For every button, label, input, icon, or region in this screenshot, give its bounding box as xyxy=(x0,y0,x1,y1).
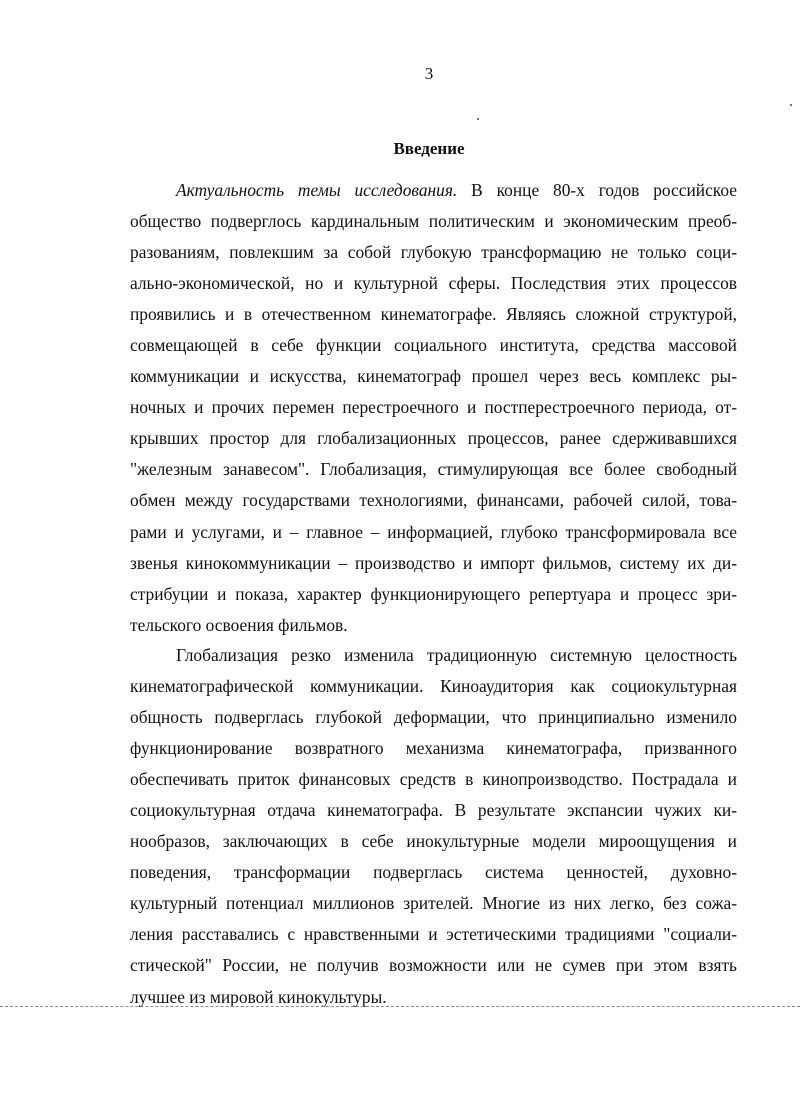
text-line: лучшее из мировой кинокультуры. xyxy=(130,986,387,1007)
text-line: ально-экономической, но и культурной сферы. Последствия этих процессов xyxy=(130,273,737,294)
text-line: социокультурная отдача кинематографа. В результате экспансии чужих ки- xyxy=(130,800,737,821)
scan-speck xyxy=(790,104,792,106)
text-line: стической" России, не получив возможности или не сумев при этом взять xyxy=(130,955,737,976)
scan-speck xyxy=(477,118,479,120)
paragraph-1 xyxy=(130,175,737,641)
text-line: функционирование возвратного механизма кинематографа, призванного xyxy=(130,738,737,759)
text-line: проявились и в отечественном кинематографе. Являясь сложной структурой, xyxy=(130,304,737,325)
text-line: совмещающей в себе функции социального института, средства массовой xyxy=(130,335,737,356)
text-line-rest: В конце 80-х годов российское xyxy=(457,180,737,200)
text-line: "железным занавесом". Глобализация, стимулирующая все более свободный xyxy=(130,459,737,480)
text-line: ночных и прочих перемен перестроечного и постперестроечного периода, от- xyxy=(130,397,737,418)
italic-lead: Актуальность темы исследования. xyxy=(176,180,458,200)
text-line: крывших простор для глобализационных процессов, ранее сдерживавшихся xyxy=(130,428,737,449)
text-line: нообразов, заключающих в себе инокультурные модели мироощущения и xyxy=(130,831,737,852)
text-line: стрибуции и показа, характер функционирующего репертуара и процесс зри- xyxy=(130,583,737,604)
text-line: обеспечивать приток финансовых средств в кинопроизводство. Пострадала и xyxy=(130,769,737,790)
text-line: тельского освоения фильмов. xyxy=(130,614,348,635)
text-line: ления расставались с нравственными и эстетическими традициями "социали- xyxy=(130,924,737,945)
text-line: Глобализация резко изменила традиционную системную целостность xyxy=(176,645,737,665)
text-line: поведения, трансформации подверглась система ценностей, духовно- xyxy=(130,862,737,883)
page-number: 3 xyxy=(424,64,434,83)
scan-dashed-rule xyxy=(0,1006,800,1007)
text-line: общность подверглась глубокой деформации, что принципиально изменило xyxy=(130,707,737,728)
text-line: разованиям, повлекшим за собой глубокую трансформацию не только соци- xyxy=(130,242,737,263)
text-line: звенья кинокоммуникации – производство и импорт фильмов, систему их ди- xyxy=(130,552,737,573)
section-heading: Введение xyxy=(393,139,465,158)
text-line: рами и услугами, и – главное – информацией, глубоко трансформировала все xyxy=(130,521,737,542)
text-line: культурный потенциал миллионов зрителей. Многие из них легко, без сожа- xyxy=(130,893,737,914)
text-line: коммуникации и искусства, кинематограф прошел через весь комплекс ры- xyxy=(130,366,737,387)
text-line: общество подверглось кардинальным политическим и экономическим преоб- xyxy=(130,211,737,232)
text-line xyxy=(130,175,737,206)
paragraph-2 xyxy=(130,640,737,1013)
text-line: обмен между государствами технологиями, финансами, рабочей силой, това- xyxy=(130,490,737,511)
text-line: кинематографической коммуникации. Киноаудитория как социокультурная xyxy=(130,676,737,697)
